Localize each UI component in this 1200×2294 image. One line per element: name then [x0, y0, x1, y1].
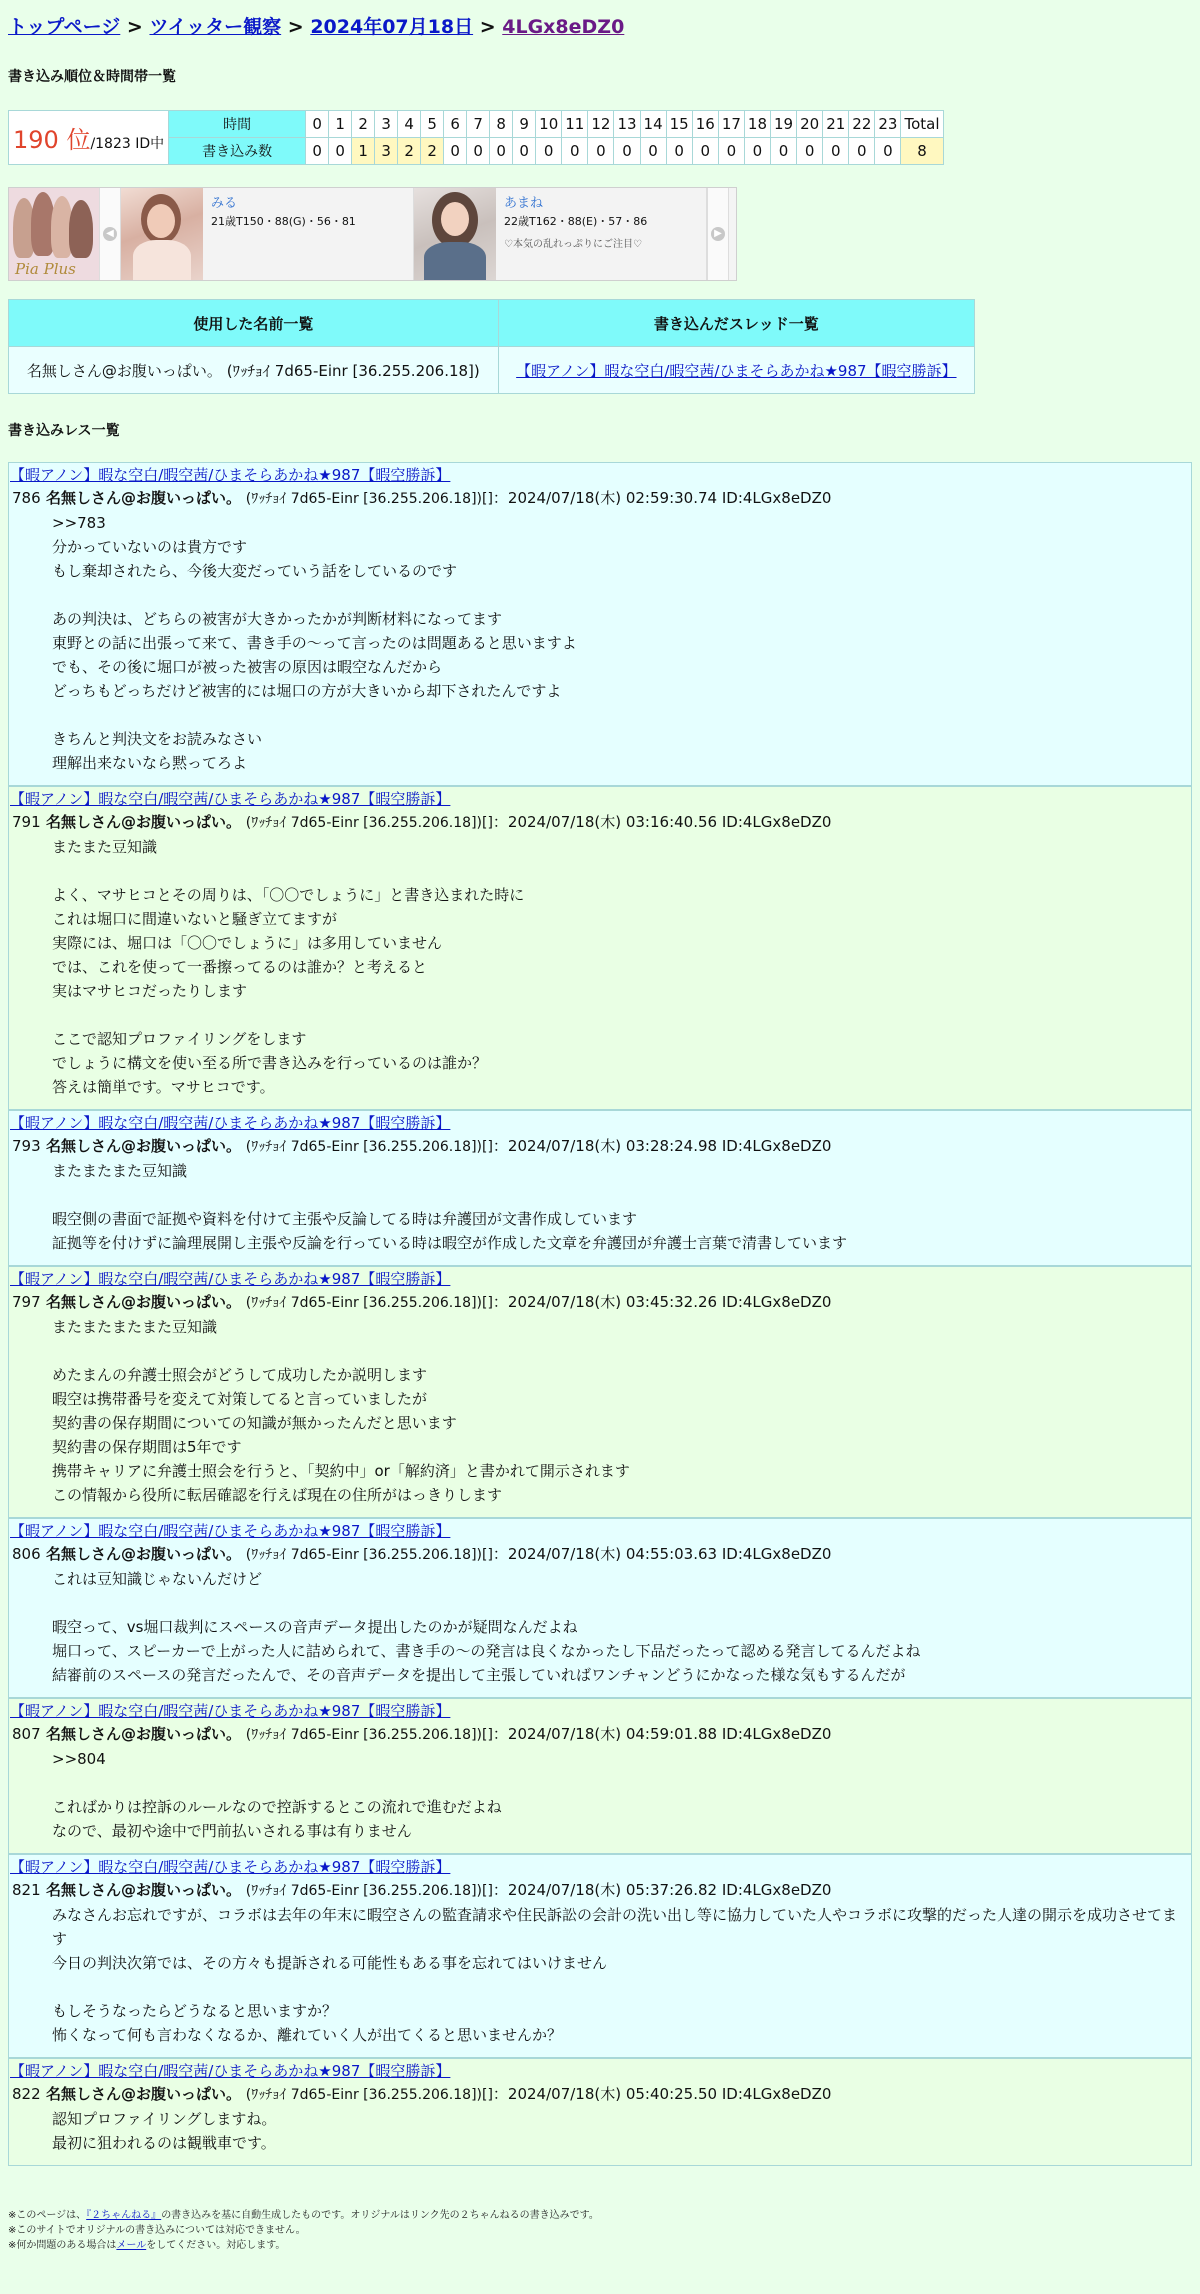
- hour-header-cell: 3: [375, 111, 398, 138]
- hour-count-cell: 0: [588, 138, 614, 165]
- post: [8, 1110, 1192, 1266]
- hour-header-cell: 13: [614, 111, 640, 138]
- post: [8, 1854, 1192, 2058]
- post-thread-link[interactable]: 【暇アノン】暇な空白/暇空茜/ひまそらあかね★987【暇空勝訴】: [10, 1522, 451, 1540]
- post-meta: [10, 1290, 1190, 1315]
- post-thread-link[interactable]: 【暇アノン】暇な空白/暇空茜/ひまそらあかね★987【暇空勝訴】: [10, 1702, 451, 1720]
- post-number: 793: [12, 1137, 41, 1155]
- post-author-name: 名無しさん@お腹いっぱい。: [46, 1545, 242, 1563]
- post: [8, 2058, 1192, 2166]
- hour-count-cell: 0: [444, 138, 467, 165]
- hour-count-cell: 0: [329, 138, 352, 165]
- post-meta: [10, 1542, 1190, 1567]
- post-date-id: ：2024/07/18(木) 05:37:26.82 ID:4LGx8eDZ0: [492, 1881, 832, 1899]
- hour-count-cell: 0: [875, 138, 901, 165]
- ad-card-detail: 22歳T162・88(E)・57・86: [504, 215, 648, 228]
- footer-line: ※このサイトでオリジナルの書き込みについては対応できません。: [8, 2225, 306, 2236]
- post-date-id: ：2024/07/18(木) 05:40:25.50 ID:4LGx8eDZ0: [492, 2085, 832, 2103]
- breadcrumb-id-link[interactable]: 4LGx8eDZ0: [502, 16, 625, 38]
- hour-header-cell: 19: [771, 111, 797, 138]
- breadcrumb-separator: >: [479, 16, 496, 38]
- footer: [8, 2208, 1192, 2253]
- post-thread-link[interactable]: 【暇アノン】暇な空白/暇空茜/ひまそらあかね★987【暇空勝訴】: [10, 466, 451, 484]
- hour-count-cell: 0: [614, 138, 640, 165]
- hour-count-cell: 0: [823, 138, 849, 165]
- ad-banner[interactable]: [8, 187, 737, 281]
- hour-count-cell: 0: [306, 138, 329, 165]
- post-thread-link[interactable]: 【暇アノン】暇な空白/暇空茜/ひまそらあかね★987【暇空勝訴】: [10, 790, 451, 808]
- post-author-name: 名無しさん@お腹いっぱい。: [46, 1725, 242, 1743]
- thread-link[interactable]: 【暇アノン】暇な空白/暇空茜/ひまそらあかね★987【暇空勝訴】: [516, 361, 957, 380]
- post-thread-link[interactable]: 【暇アノン】暇な空白/暇空茜/ひまそらあかね★987【暇空勝訴】: [10, 2062, 451, 2080]
- breadcrumb-separator: >: [287, 16, 304, 38]
- hour-header-cell: 22: [849, 111, 875, 138]
- names-column-header: 使用した名前一覧: [9, 300, 499, 347]
- post-number: 791: [12, 813, 41, 831]
- ad-card[interactable]: [414, 188, 707, 280]
- hourly-post-table: [8, 110, 944, 165]
- post-body: >>804 こればかりは控訴のルールなので控訴するとこの流れで進むだよね なので、最初や途中で門前払いされる事は有りません: [52, 1750, 502, 1840]
- post-body: みなさんお忘れですが、コラボは去年の年末に暇空さんの監査請求や住民訴訟の会計の洗い出し等に協力していた人やコラボに攻撃的だった人達の開示を成功させてます 今日の判決次第では、その方々も提訴される可能性もある事を忘れてはいけません もしそうなったらどうなると思いますか？ 怖くなって何も言わなくなるか、離れていく人が出てくると思いませんか？: [52, 1906, 1178, 2044]
- post-number: 822: [12, 2085, 41, 2103]
- post-number: 786: [12, 489, 41, 507]
- post-number: 797: [12, 1293, 41, 1311]
- hour-count-cell: 0: [666, 138, 692, 165]
- post-author-name: 名無しさん@お腹いっぱい。: [46, 1137, 242, 1155]
- post-body: 認知プロファイリングしますね。 最初に狙われるのは観戦車です。: [52, 2110, 277, 2152]
- hour-count-cell: 3: [375, 138, 398, 165]
- hour-count-cell: 0: [744, 138, 770, 165]
- hour-header-cell: 9: [513, 111, 536, 138]
- post: [8, 462, 1192, 786]
- hour-header-cell: 16: [692, 111, 718, 138]
- count-label: 書き込み数: [169, 138, 306, 165]
- hour-header-cell: 18: [744, 111, 770, 138]
- hour-header-cell: 12: [588, 111, 614, 138]
- post-trip: (ﾜｯﾁｮｲ 7d65-Einr [36.255.206.18])[]: [245, 815, 493, 831]
- post-thread-link[interactable]: 【暇アノン】暇な空白/暇空茜/ひまそらあかね★987【暇空勝訴】: [10, 1858, 451, 1876]
- hour-header-cell: 2: [352, 111, 375, 138]
- hour-header-cell: 11: [562, 111, 588, 138]
- post-date-id: ：2024/07/18(木) 03:45:32.26 ID:4LGx8eDZ0: [492, 1293, 832, 1311]
- ranking-heading: 書き込み順位＆時間帯一覧: [8, 69, 176, 85]
- post-body: またまたまたまた豆知識 めたまんの弁護士照会がどうして成功したか説明します 暇空は携帯番号を変えて対策してると言っていましたが 契約書の保存期間についての知識が無かったんだと思います 契約書の保存期間は5年です 携帯キャリアに弁護士照会を行うと、「契約中」or「解約済」と書かれて開示されます この情報から役所に転居確認を行えば現在の住所がはっきりします: [52, 1318, 630, 1504]
- footer-mail-link[interactable]: メール: [116, 2240, 147, 2251]
- posts-list: [8, 462, 1192, 2166]
- post: [8, 786, 1192, 1110]
- hour-count-cell: 8: [901, 138, 943, 165]
- post-body: >>783 分かっていないのは貴方です もし棄却されたら、今後大変だっていう話をしているのです あの判決は、どちらの被害が大きかったかが判断材料になってます 東野との話に出張って来て、書き手の〜って言ったのは問題あると思いますよ でも、その後に堀口が被った被害の原因は暇空なんだから どっちもどっちだけど被害的には堀口の方が大きいから却下されたんですよ きちんと判決文をお読みなさい 理解出来ないなら黙ってろよ: [52, 514, 577, 772]
- post-meta: [10, 1722, 1190, 1747]
- post-meta: [10, 1134, 1190, 1159]
- hour-header-cell: 0: [306, 111, 329, 138]
- post-meta: [10, 810, 1190, 835]
- names-threads-table: [8, 299, 975, 394]
- hour-count-cell: 0: [640, 138, 666, 165]
- breadcrumb-section-link[interactable]: ツイッター観察: [149, 16, 282, 38]
- post: [8, 1518, 1192, 1698]
- post-number: 807: [12, 1725, 41, 1743]
- hour-header-cell: 23: [875, 111, 901, 138]
- post-date-id: ：2024/07/18(木) 03:16:40.56 ID:4LGx8eDZ0: [492, 813, 832, 831]
- hour-count-cell: 0: [849, 138, 875, 165]
- ad-card-detail: 21歳T150・88(G)・56・81: [211, 215, 356, 228]
- ad-logo-text: Pia Plus: [15, 260, 76, 278]
- post: [8, 1266, 1192, 1518]
- post-trip: (ﾜｯﾁｮｲ 7d65-Einr [36.255.206.18])[]: [245, 1883, 493, 1899]
- rank-cell: [9, 111, 169, 165]
- post-author-name: 名無しさん@お腹いっぱい。: [46, 2085, 242, 2103]
- hour-header-cell: Total: [901, 111, 943, 138]
- post-date-id: ：2024/07/18(木) 04:59:01.88 ID:4LGx8eDZ0: [492, 1725, 832, 1743]
- carousel-prev-button[interactable]: [99, 188, 121, 280]
- hour-header-cell: 7: [467, 111, 490, 138]
- used-name-cell: 名無しさん@お腹いっぱい。 (ﾜｯﾁｮｲ 7d65-Einr [36.255.206.18]): [9, 347, 499, 394]
- hour-count-cell: 0: [771, 138, 797, 165]
- hour-header-cell: 8: [490, 111, 513, 138]
- hour-label: 時間: [169, 111, 306, 138]
- hour-header-cell: 21: [823, 111, 849, 138]
- hour-header-cell: 15: [666, 111, 692, 138]
- rank-total-ids: /1823 ID中: [90, 136, 165, 152]
- post-trip: (ﾜｯﾁｮｲ 7d65-Einr [36.255.206.18])[]: [245, 2087, 493, 2103]
- thread-cell: [498, 347, 974, 394]
- rank-value: 190 位: [13, 126, 91, 154]
- hour-count-cell: 0: [467, 138, 490, 165]
- post-trip: (ﾜｯﾁｮｲ 7d65-Einr [36.255.206.18])[]: [245, 1547, 493, 1563]
- hour-count-cell: 0: [513, 138, 536, 165]
- hour-count-cell: 0: [536, 138, 562, 165]
- hour-count-cell: 0: [797, 138, 823, 165]
- ad-card[interactable]: [121, 188, 414, 280]
- post-date-id: ：2024/07/18(木) 04:55:03.63 ID:4LGx8eDZ0: [492, 1545, 832, 1563]
- post-author-name: 名無しさん@お腹いっぱい。: [46, 1881, 242, 1899]
- post-date-id: ：2024/07/18(木) 02:59:30.74 ID:4LGx8eDZ0: [492, 489, 832, 507]
- ad-logo[interactable]: [9, 188, 99, 280]
- post-body: またまた豆知識 よく、マサヒコとその周りは、「〇〇でしょうに」と書き込まれた時に これは堀口に間違いないと騒ぎ立てますが 実際には、堀口は「〇〇でしょうに」は多用していません では、これを使って一番擦ってるのは誰か？と考えると 実はマサヒコだったりします ここで認知プロファイリングをします でしょうに構文を使い至る所で書き込みを行っているのは誰か？ 答えは簡単です。マサヒコです。: [52, 838, 525, 1096]
- breadcrumb: [8, 10, 1192, 44]
- footer-text: ※このページは、: [8, 2210, 87, 2221]
- breadcrumb-date-link[interactable]: 2024年07月18日: [310, 16, 474, 38]
- post-trip: (ﾜｯﾁｮｲ 7d65-Einr [36.255.206.18])[]: [245, 1295, 493, 1311]
- hour-header-cell: 5: [421, 111, 444, 138]
- hour-count-cell: 0: [490, 138, 513, 165]
- hour-count-cell: 2: [421, 138, 444, 165]
- hour-header-cell: 14: [640, 111, 666, 138]
- ad-card-name: みる: [211, 196, 238, 211]
- hour-count-cell: 0: [718, 138, 744, 165]
- post-number: 806: [12, 1545, 41, 1563]
- footer-2ch-link[interactable]: 『２ちゃんねる』: [86, 2210, 162, 2221]
- hour-count-cell: 0: [692, 138, 718, 165]
- post-date-id: ：2024/07/18(木) 03:28:24.98 ID:4LGx8eDZ0: [492, 1137, 832, 1155]
- ad-card-note: ♡本気の乱れっぷりにご注目♡: [504, 239, 642, 250]
- footer-line: [8, 2208, 1192, 2223]
- hour-count-cell: 2: [398, 138, 421, 165]
- footer-text: の書き込みを基に自動生成したものです。オリジナルはリンク先の２ちゃんねるの書き込みです。: [161, 2210, 599, 2221]
- post-body: またまたまた豆知識 暇空側の書面で証拠や資料を付けて主張や反論してる時は弁護団が文書作成しています 証拠等を付けずに論理展開し主張や反論を行っている時は暇空が作成した文章を弁護団が弁護士言葉で清書しています: [52, 1162, 848, 1252]
- hour-count-cell: 0: [562, 138, 588, 165]
- post-trip: (ﾜｯﾁｮｲ 7d65-Einr [36.255.206.18])[]: [245, 1727, 493, 1743]
- post-author-name: 名無しさん@お腹いっぱい。: [46, 489, 242, 507]
- hour-header-cell: 20: [797, 111, 823, 138]
- post-number: 821: [12, 1881, 41, 1899]
- footer-text: をしてください。対応します。: [146, 2240, 286, 2251]
- post-meta: [10, 486, 1190, 511]
- breadcrumb-top-link[interactable]: トップページ: [8, 16, 121, 38]
- post-thread-link[interactable]: 【暇アノン】暇な空白/暇空茜/ひまそらあかね★987【暇空勝訴】: [10, 1270, 451, 1288]
- footer-text: ※何か問題のある場合は: [8, 2240, 117, 2251]
- threads-column-header: 書き込んだスレッド一覧: [498, 300, 974, 347]
- posts-heading: 書き込みレス一覧: [8, 423, 120, 439]
- post-author-name: 名無しさん@お腹いっぱい。: [46, 813, 242, 831]
- chevron-left-icon: ◀: [103, 227, 117, 241]
- hour-header-cell: 6: [444, 111, 467, 138]
- ad-card-photo: [414, 188, 496, 280]
- hour-header-cell: 17: [718, 111, 744, 138]
- footer-line: [8, 2238, 1192, 2253]
- hour-header-cell: 10: [536, 111, 562, 138]
- post-trip: (ﾜｯﾁｮｲ 7d65-Einr [36.255.206.18])[]: [245, 1139, 493, 1155]
- ad-card-photo: [121, 188, 203, 280]
- hour-header-cell: 4: [398, 111, 421, 138]
- breadcrumb-separator: >: [126, 16, 143, 38]
- post: [8, 1698, 1192, 1854]
- post-meta: [10, 2082, 1190, 2107]
- post-trip: (ﾜｯﾁｮｲ 7d65-Einr [36.255.206.18])[]: [245, 491, 493, 507]
- post-body: これは豆知識じゃないんだけど 暇空って、vs堀口裁判にスペースの音声データ提出したのかが疑問なんだよね 堀口って、スピーカーで上がった人に詰められて、書き手の〜の発言は良くなかったし下品だったって認める発言してるんだよね 結審前のスペースの発言だったんで、その音声データを提出して主張していればワンチャンどうにかなった様な気もするんだが: [52, 1570, 921, 1684]
- ad-card-name: あまね: [504, 196, 544, 211]
- post-thread-link[interactable]: 【暇アノン】暇な空白/暇空茜/ひまそらあかね★987【暇空勝訴】: [10, 1114, 451, 1132]
- post-meta: [10, 1878, 1190, 1903]
- post-author-name: 名無しさん@お腹いっぱい。: [46, 1293, 242, 1311]
- hour-header-cell: 1: [329, 111, 352, 138]
- hour-count-cell: 1: [352, 138, 375, 165]
- chevron-right-icon: ▶: [711, 227, 725, 241]
- carousel-next-button[interactable]: [707, 188, 729, 280]
